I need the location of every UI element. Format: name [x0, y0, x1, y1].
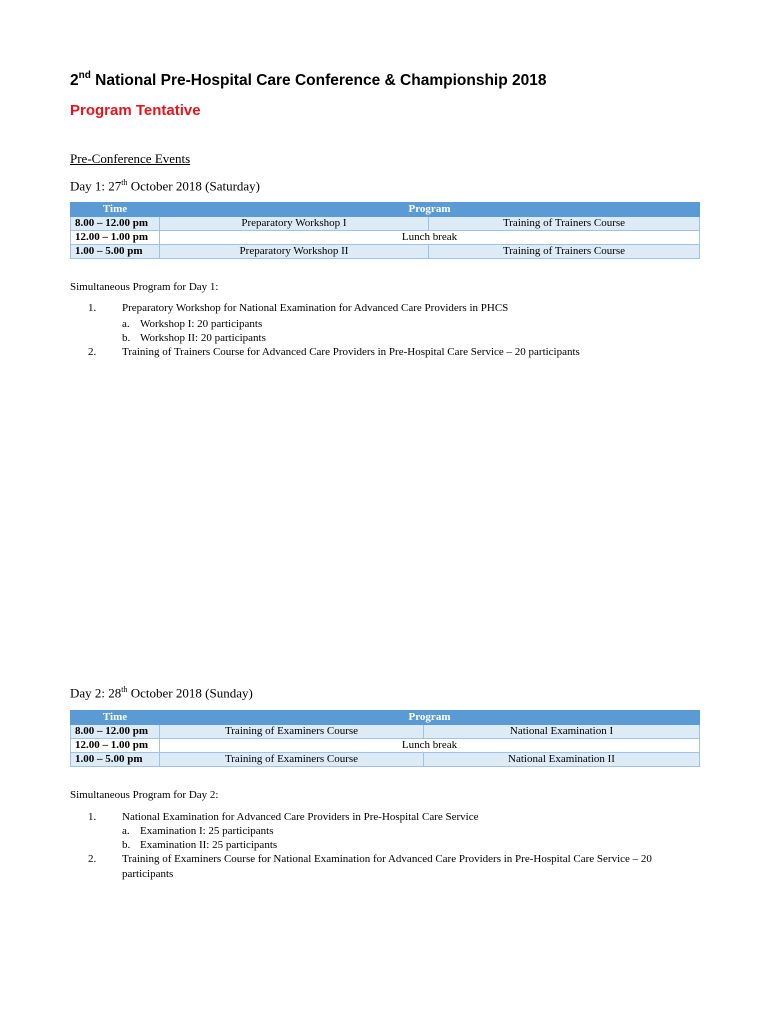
list-item-number: 1. [88, 302, 97, 314]
day2-schedule-table [70, 710, 700, 767]
table-row [71, 739, 700, 753]
pre-conference-heading: Pre-Conference Events [70, 151, 191, 166]
time-column-header: Time [71, 203, 160, 217]
program-cell: Training of Examiners Course [160, 753, 424, 767]
day2-simultaneous-label: Simultaneous Program for Day 2: [70, 789, 219, 801]
list-item-number: 2. [88, 346, 97, 358]
program-tentative-heading: Program Tentative [70, 102, 201, 119]
document-title: 2nd National Pre-Hospital Care Conference & Championship 2018 [70, 70, 547, 90]
list-item-number: 2. [88, 853, 97, 865]
sub-item-label: b. [122, 332, 131, 344]
list-item-number: 1. [88, 811, 97, 823]
day1-heading: Day 1: 27th October 2018 (Saturday) [70, 178, 261, 194]
list-item: Preparatory Workshop for National Examination for Advanced Care Providers in PHCS [122, 302, 509, 314]
sub-item-label: a. [122, 318, 130, 330]
time-cell: 12.00 – 1.00 pm [71, 231, 160, 245]
sub-item-label: a. [122, 825, 130, 837]
table-header-row [71, 203, 700, 217]
time-cell: 1.00 – 5.00 pm [71, 245, 160, 259]
sub-item: Examination I: 25 participants [140, 825, 274, 837]
time-cell: 8.00 – 12.00 pm [71, 725, 160, 739]
program-cell: Lunch break [160, 231, 700, 245]
sub-item-label: b. [122, 839, 131, 851]
sub-item: Examination II: 25 participants [140, 839, 278, 851]
program-column-header: Program [160, 711, 700, 725]
time-column-header: Time [71, 711, 160, 725]
program-cell: Lunch break [160, 739, 700, 753]
time-cell: 8.00 – 12.00 pm [71, 217, 160, 231]
table-row [71, 231, 700, 245]
table-header-row [71, 711, 700, 725]
program-cell: Preparatory Workshop I [160, 217, 429, 231]
program-cell: Preparatory Workshop II [160, 245, 429, 259]
program-cell: National Examination I [424, 725, 700, 739]
sub-item: Workshop II: 20 participants [140, 332, 266, 344]
list-item: Training of Trainers Course for Advanced Care Providers in Pre-Hospital Care Service – 20 participants [122, 346, 580, 358]
program-column-header: Program [160, 203, 700, 217]
table-row [71, 725, 700, 739]
time-cell: 1.00 – 5.00 pm [71, 753, 160, 767]
table-row [71, 753, 700, 767]
list-item: Training of Examiners Course for National Examination for Advanced Care Providers in Pre-Hospital Care Service – 20 [122, 853, 652, 865]
day2-heading: Day 2: 28th October 2018 (Sunday) [70, 685, 253, 701]
day1-schedule-table [70, 202, 700, 259]
program-cell: Training of Trainers Course [429, 217, 700, 231]
table-row [71, 217, 700, 231]
program-cell: National Examination II [424, 753, 700, 767]
time-cell: 12.00 – 1.00 pm [71, 739, 160, 753]
day1-simultaneous-label: Simultaneous Program for Day 1: [70, 281, 219, 293]
list-item-continuation: participants [122, 868, 174, 880]
list-item: National Examination for Advanced Care Providers in Pre-Hospital Care Service [122, 811, 479, 823]
program-cell: Training of Trainers Course [429, 245, 700, 259]
sub-item: Workshop I: 20 participants [140, 318, 263, 330]
table-row [71, 245, 700, 259]
program-cell: Training of Examiners Course [160, 725, 424, 739]
